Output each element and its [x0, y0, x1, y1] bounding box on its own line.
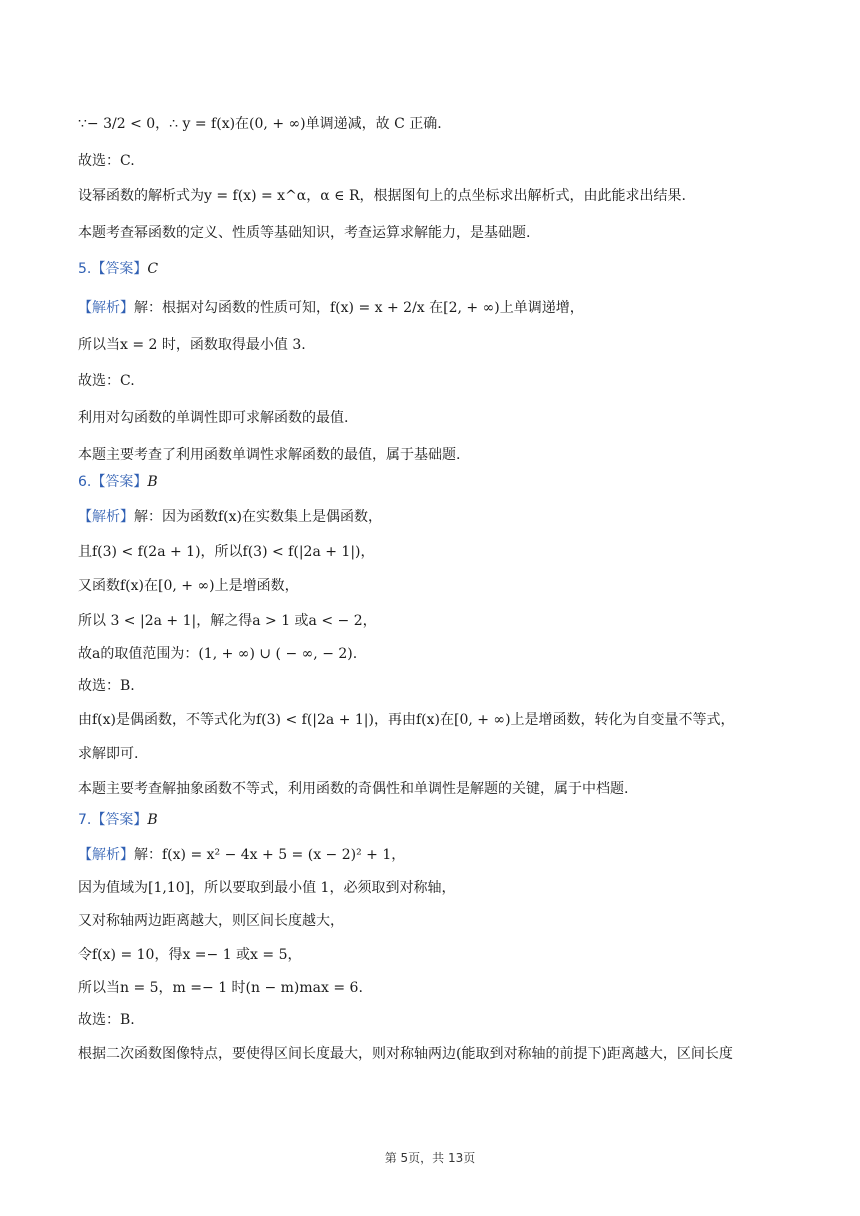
solution-text: 解：f(x) = x² − 4x + 5 = (x − 2)² + 1， — [134, 847, 406, 863]
solution-text: 解：因为函数f(x)在实数集上是偶函数， — [134, 509, 382, 525]
solution-text: 解：根据对勾函数的性质可知，f(x) = x + 2/x 在[2, + ∞)上单调递增， — [134, 300, 584, 316]
answer-tag: 【答案】 — [91, 474, 148, 490]
text-line: 且f(3) < f(2a + 1)，所以f(3) < f(|2a + 1|)， — [78, 544, 375, 560]
text-line: 设幂函数的解析式为y = f(x) = x^α，α ∈ R，根据图旬上的点坐标求出解析式，由此能求出结果. — [78, 188, 686, 204]
answer-choice: B — [147, 812, 158, 828]
text-line: 由f(x)是偶函数，不等式化为f(3) < f(|2a + 1|)，再由f(x)在[0, + ∞)上是增函数，转化为自变量不等式， — [78, 712, 735, 728]
page-footer: 第 5页，共 13页 — [384, 1151, 476, 1165]
solution-tag: 【解析】 — [78, 847, 134, 863]
answer-choice: B — [147, 474, 158, 490]
text-line: 所以当x = 2 时，函数取得最小值 3. — [78, 337, 306, 353]
answer-header — [78, 810, 158, 830]
text-line: 故选：B. — [78, 678, 135, 694]
solution-tag: 【解析】 — [78, 300, 134, 316]
question-number: 6. — [78, 474, 92, 490]
answer-tag: 【答案】 — [91, 261, 148, 277]
text-line: 本题主要考查解抽象函数不等式，利用函数的奇偶性和单调性是解题的关键，属于中档题. — [78, 781, 629, 797]
solution-line — [78, 845, 405, 865]
text-line: 根据二次函数图像特点，要使得区间长度最大，则对称轴两边(能取到对称轴的前提下)距离越大，区间长度 — [78, 1046, 733, 1062]
solution-line — [78, 298, 584, 318]
question-number: 7. — [78, 812, 92, 828]
answer-choice: C — [147, 261, 159, 277]
answer-tag: 【答案】 — [91, 812, 148, 828]
text-line: 本题考查幂函数的定义、性质等基础知识，考查运算求解能力，是基础题. — [78, 225, 531, 241]
text-line: 利用对勾函数的单调性即可求解函数的最值. — [78, 410, 349, 426]
text-line: 故选：C. — [78, 373, 135, 389]
text-line: 令f(x) = 10，得x =− 1 或x = 5， — [78, 947, 302, 963]
solution-tag: 【解析】 — [78, 509, 134, 525]
question-number: 5. — [78, 261, 92, 277]
text-line: 所以 3 < |2a + 1|，解之得a > 1 或a < − 2， — [78, 613, 377, 629]
text-line: 故a的取值范围为：(1, + ∞) ∪ ( − ∞, − 2). — [78, 646, 358, 662]
text-line: 故选：B. — [78, 1012, 135, 1028]
text-line: 求解即可. — [78, 746, 139, 762]
answer-header — [78, 259, 158, 279]
text-line: 又对称轴两边距离越大，则区间长度越大， — [78, 913, 344, 929]
text-line: ∵− 3/2 < 0，∴ y = f(x)在(0, + ∞)单调递减，故 C 正确. — [78, 116, 442, 132]
text-line: 所以当n = 5，m =− 1 时(n − m)max = 6. — [78, 980, 363, 996]
solution-line — [78, 507, 382, 527]
text-line: 故选：C. — [78, 153, 135, 169]
text-line: 因为值域为[1,10]，所以要取到最小值 1，必须取到对称轴， — [78, 880, 456, 896]
text-line: 又函数f(x)在[0, + ∞)上是增函数， — [78, 578, 299, 594]
answer-header — [78, 472, 158, 492]
text-line: 本题主要考查了利用函数单调性求解函数的最值，属于基础题. — [78, 447, 461, 463]
